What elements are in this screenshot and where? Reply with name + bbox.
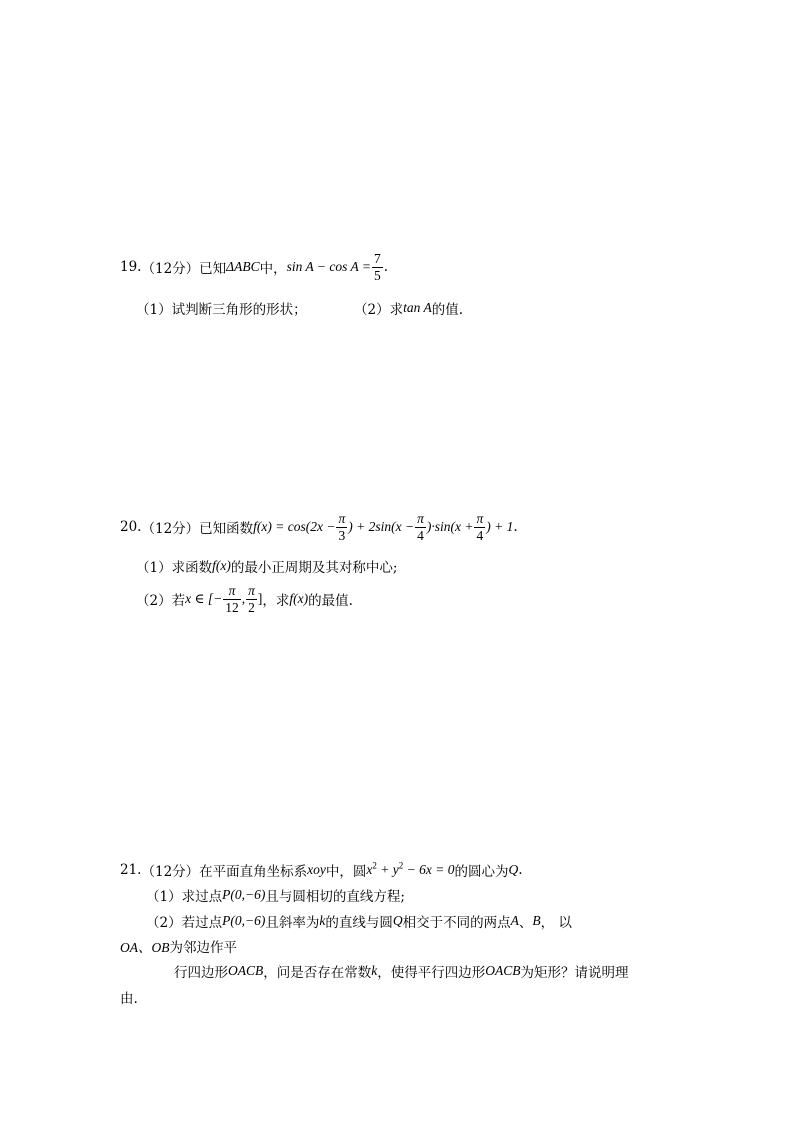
q21-point-a: A — [510, 913, 519, 928]
q21-part2-text: ，使得平行四边形 — [377, 965, 486, 981]
q21-stem — [120, 860, 523, 880]
eq-part: + y — [376, 862, 399, 877]
q21-part2-line3 — [174, 961, 629, 981]
q21-point-p: P(0,−6) — [222, 887, 266, 902]
q21-point-b: B — [532, 913, 541, 928]
fraction-denominator: 4 — [417, 527, 424, 543]
q19-stem — [120, 252, 388, 282]
q19-text: 已知 — [199, 261, 227, 277]
q19-number: 19. — [120, 259, 142, 275]
fraction-numerator: π — [228, 583, 236, 598]
q20-fraction-pi-2 — [246, 584, 257, 614]
q19-part1-text: （1）试判断三角形的形状； — [136, 302, 307, 318]
q21-text: 中，圆 — [325, 864, 367, 880]
q21-point-q: Q — [508, 862, 519, 877]
q20-function: ) + 1 — [486, 519, 514, 534]
fraction-denominator: 12 — [225, 599, 239, 615]
q19-part2-text: （2）求 — [354, 302, 404, 318]
q21-coordinate-system: xoy — [307, 862, 326, 877]
q20-points: （12分） — [141, 521, 200, 537]
q21-slope-k: k — [319, 913, 326, 928]
q21-part2-line4 — [120, 987, 138, 1007]
fraction-denominator: 2 — [248, 599, 255, 615]
q19-triangle: ΔABC — [226, 259, 260, 274]
q21-part2-text: ， 以 — [540, 915, 572, 931]
q21-separator: 、 — [518, 915, 533, 931]
q21-part2-text: 且斜率为 — [265, 915, 320, 931]
q20-part2-expr: f(x) — [289, 591, 309, 606]
q20-number: 20. — [120, 519, 142, 535]
q21-point-q: Q — [392, 913, 403, 928]
q21-part1 — [146, 885, 405, 905]
fraction-denominator: 5 — [373, 267, 381, 283]
q20-fraction-pi-3 — [336, 512, 347, 542]
q21-parallelogram: OACB — [485, 963, 521, 978]
q21-number: 21. — [120, 862, 142, 878]
q20-part1-expr: f(x) — [212, 558, 231, 573]
eq-part: x — [366, 862, 373, 877]
eq-part: − 6x = 0 — [403, 862, 455, 877]
q21-points: （12分） — [141, 864, 200, 880]
exponent: 2 — [372, 860, 377, 871]
q21-part2-text: （2）若过点 — [146, 915, 223, 931]
q20-fraction-pi-12 — [223, 584, 241, 614]
q21-vectors: OA、OB — [120, 940, 170, 955]
fraction-denominator: 4 — [476, 527, 484, 543]
q20-part2-text: ，求 — [262, 593, 290, 609]
q19-points: （12分） — [141, 261, 200, 277]
q21-parallelogram: OACB — [228, 963, 264, 978]
q19-part1 — [136, 298, 307, 318]
q20-end: . — [513, 519, 518, 535]
q20-part1-text: （1）求函数 — [136, 560, 213, 576]
fraction-numerator: π — [248, 583, 255, 598]
q19-part2-text: 的值. — [431, 302, 464, 318]
q20-part2-expr: x ∈ [− — [185, 591, 223, 606]
q21-part2-text: 的直线与圆 — [325, 915, 393, 931]
q19-part2 — [354, 298, 463, 318]
fraction-numerator: π — [417, 511, 424, 526]
q20-stem — [120, 512, 518, 542]
q20-function: )·sin(x + — [426, 519, 474, 534]
q19-fraction — [372, 252, 383, 282]
fraction-numerator: 7 — [373, 251, 381, 266]
q21-part1-text: 且与圆相切的直线方程; — [265, 889, 405, 905]
exponent: 2 — [398, 860, 404, 871]
q20-fraction-pi-4 — [415, 512, 426, 542]
q21-text: 的圆心为 — [454, 864, 509, 880]
q20-part1-text: 的最小正周期及其对称中心; — [230, 560, 398, 576]
q21-point-p: P(0,−6) — [222, 913, 266, 928]
q21-part2-text: 由. — [120, 991, 138, 1007]
q20-part2-text: （2）若 — [136, 593, 186, 609]
q20-part2: （2）若 x ∈ [− $\frac{\pi}{12}$ , $\frac{\pi}{2}$ ] ，求 f(x) 的最值. — [136, 583, 353, 615]
q21-part2-text: 为矩形？请说明理 — [520, 965, 629, 981]
q21-part2-text: 为邻边作平 — [169, 940, 237, 956]
q21-end: . — [518, 862, 523, 878]
q20-part2-expr: ] — [257, 591, 263, 606]
fraction-denominator: 3 — [338, 527, 346, 543]
q19-equation: sin A − cos A = — [286, 259, 371, 274]
q20-fraction-pi-4 — [474, 512, 485, 542]
q21-part2 — [146, 911, 572, 931]
q21-slope-k: k — [371, 963, 378, 978]
q20-part2-text: 的最值. — [308, 593, 353, 609]
q20-part1 — [136, 556, 397, 576]
q19-end: . — [383, 259, 389, 275]
q21-circle-equation — [366, 862, 454, 878]
q21-part2-line2 — [120, 936, 237, 956]
fraction-numerator: π — [476, 511, 484, 526]
q19-text: 中， — [259, 261, 287, 277]
q21-part1-text: （1）求过点 — [146, 889, 223, 905]
q20-function: ) + 2sin(x − — [348, 519, 415, 534]
q20-text: 已知函数 — [199, 521, 254, 537]
q21-text: 在平面直角坐标系 — [199, 864, 308, 880]
q20-function: f(x) = cos(2x − — [253, 519, 336, 534]
q19-part2-expr: tan A — [403, 300, 432, 315]
q21-part2-text: 行四边形 — [174, 965, 228, 981]
q21-part2-text: 相交于不同的两点 — [402, 915, 511, 931]
fraction-numerator: π — [338, 511, 346, 526]
q21-part2-text: ，问是否存在常数 — [263, 965, 372, 981]
